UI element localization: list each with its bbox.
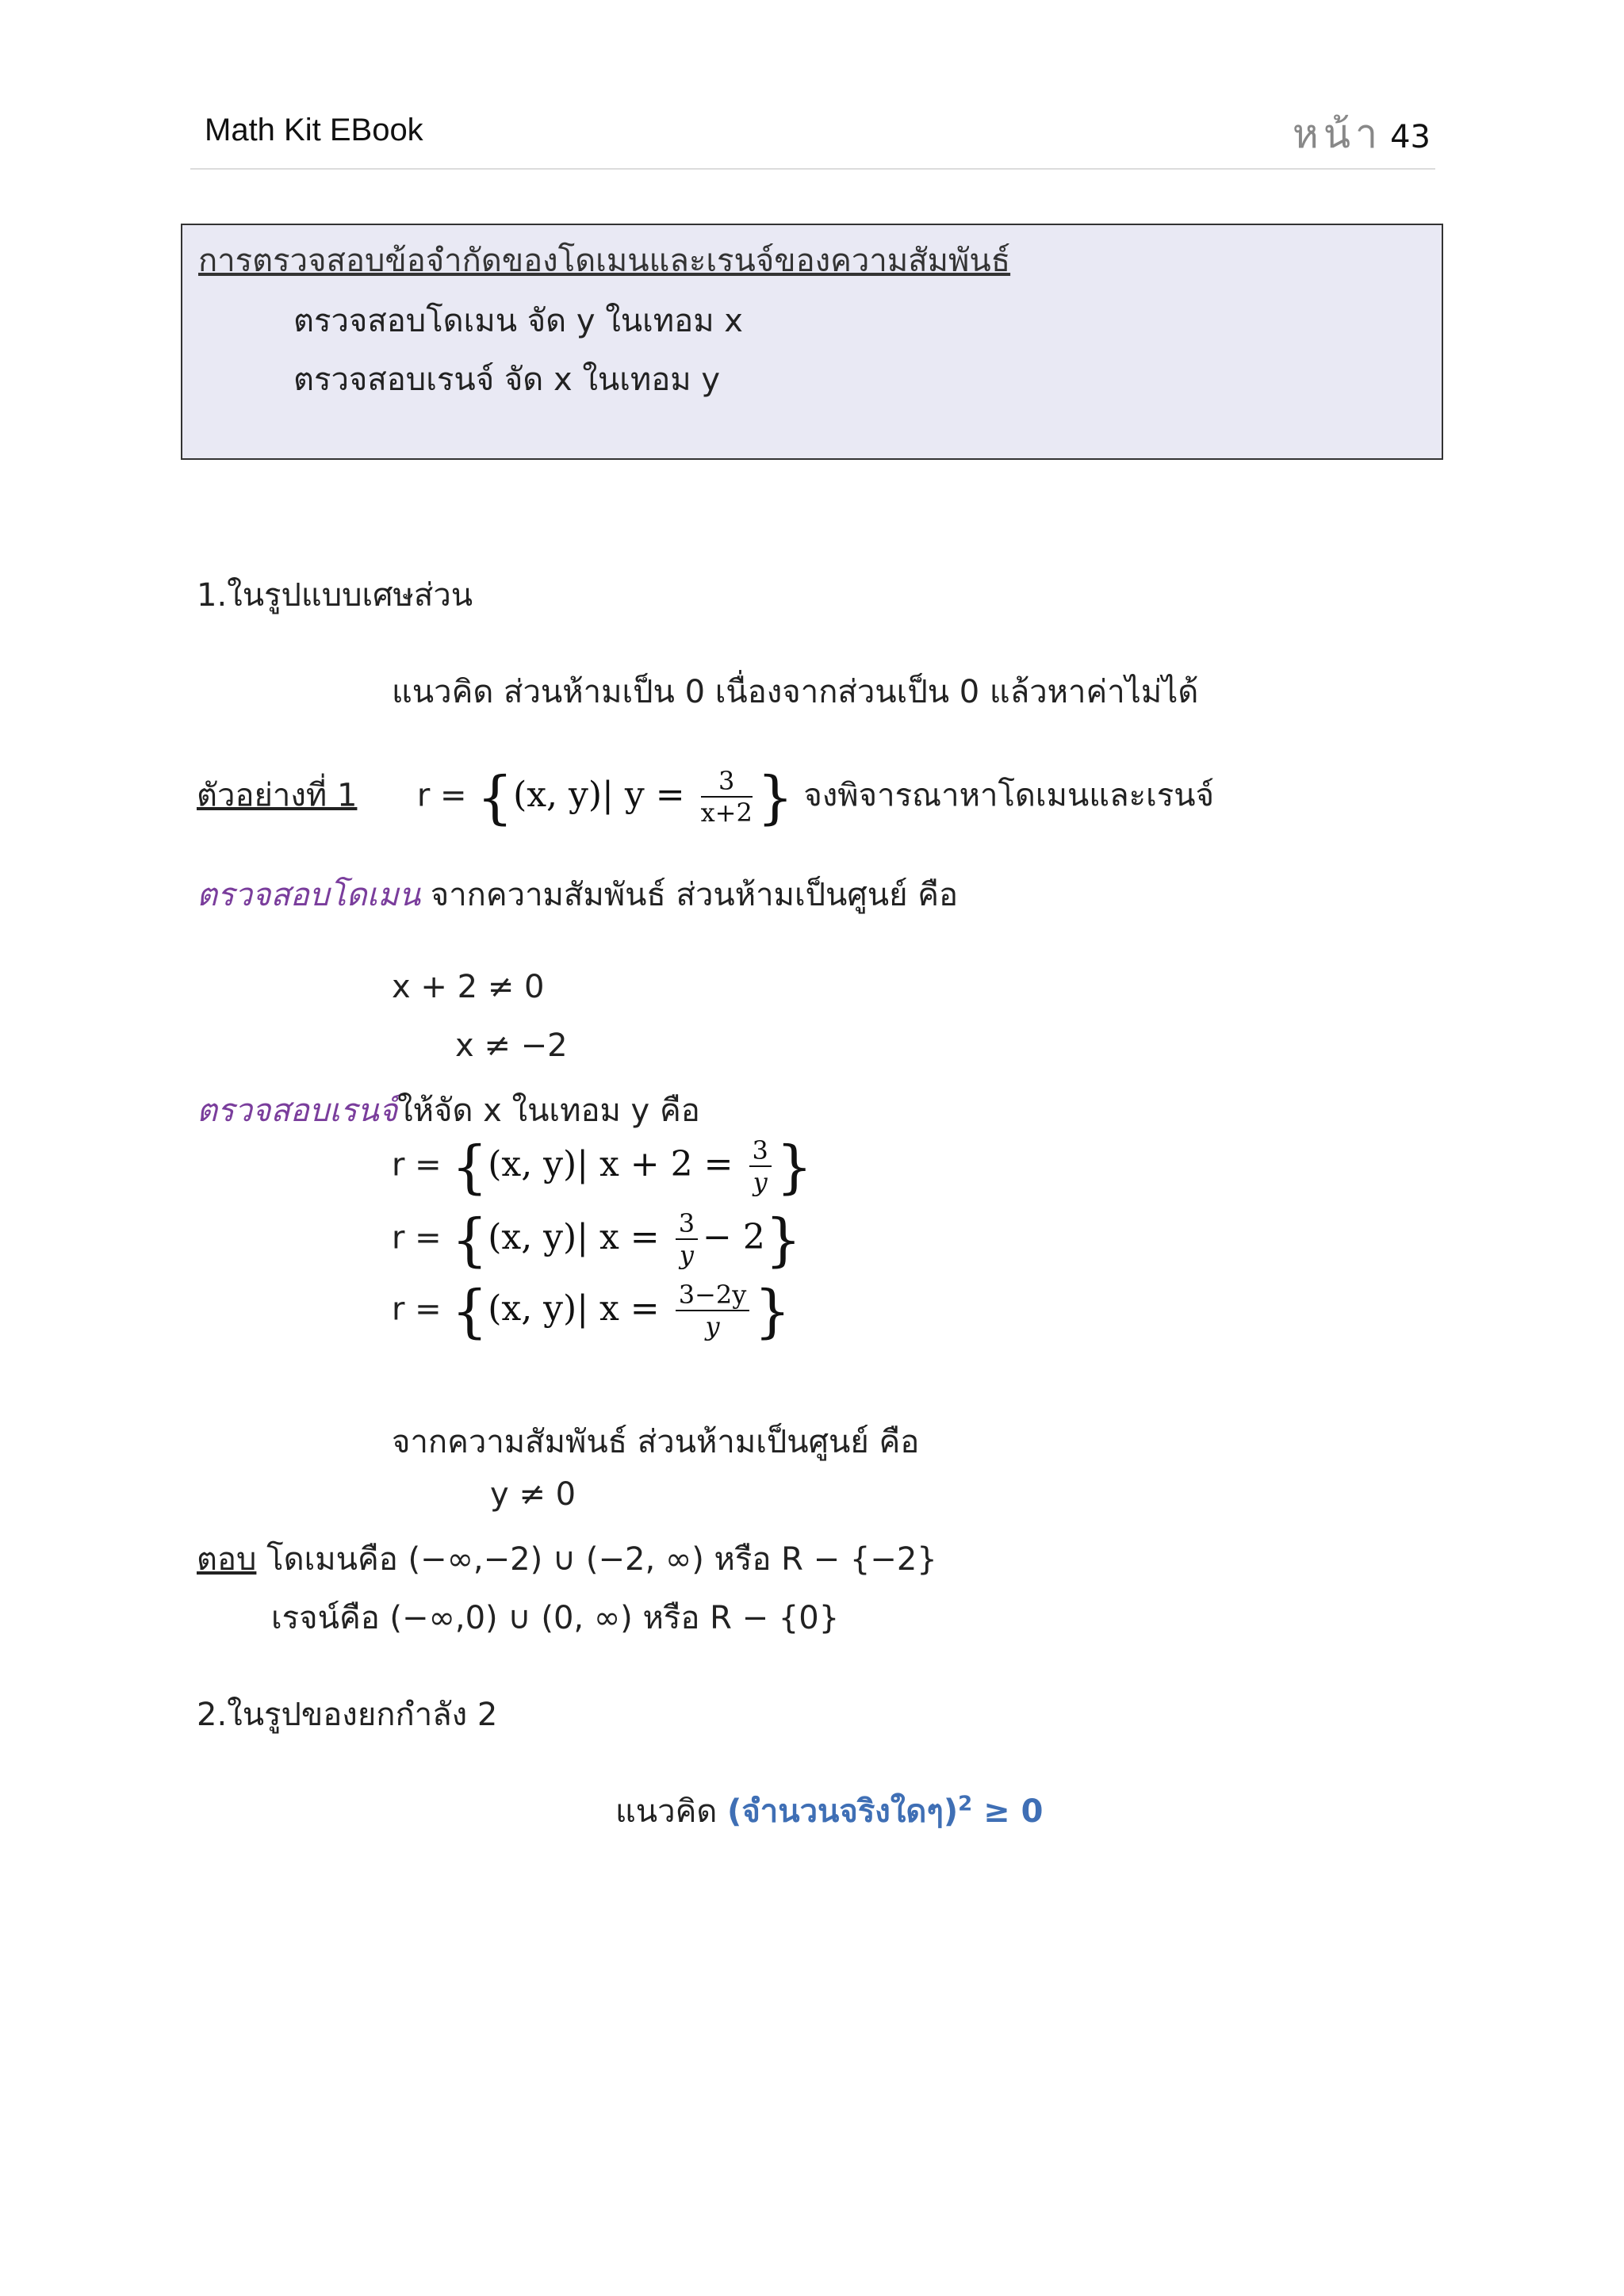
set-head: (x, y)| y = <box>513 774 685 815</box>
info-box-title: การตรวจสอบข้อจำกัดของโดเมนและเรนจ์ของความสัมพันธ์ <box>198 243 1011 279</box>
domain-check-row <box>197 869 958 920</box>
example-row <box>197 763 1215 831</box>
page-number-label <box>1293 103 1431 166</box>
section2-idea <box>615 1785 1043 1836</box>
range-eq: y ≠ 0 <box>490 1476 576 1513</box>
answer-row <box>197 1533 937 1584</box>
r-prefix: r = <box>392 1219 442 1257</box>
numerator: 3 <box>676 1208 698 1240</box>
section2-heading: 2.ในรูปของยกกำลัง 2 <box>197 1697 498 1733</box>
section1-idea: แนวคิด ส่วนห้ามเป็น 0 เนื่องจากส่วนเป็น 0 แล้วหาค่าไม่ได้ <box>392 674 1199 710</box>
step2-head: (x, y)| x = <box>488 1216 660 1257</box>
denominator: x+2 <box>700 798 753 828</box>
r-prefix: r = <box>416 777 467 814</box>
numerator: 3 <box>749 1135 772 1167</box>
answer-label: ตอบ <box>197 1541 257 1578</box>
numerator: 3 <box>701 766 753 798</box>
example-set: {(x, y)| y = $\frac{3}{x+2}$ } <box>477 763 794 831</box>
answer-range: เรจน์คือ (−∞,0) ∪ (0, ∞) หรือ R − {0} <box>271 1600 840 1636</box>
example-task: จงพิจารณาหาโดเมนและเรนจ์ <box>803 777 1215 814</box>
header-divider <box>190 168 1435 170</box>
idea-sup: 2 <box>958 1792 973 1816</box>
denominator: y <box>705 1311 720 1342</box>
domain-eq2: x ≠ −2 <box>455 1027 568 1064</box>
answer-domain: โดเมนคือ (−∞,−2) ∪ (−2, ∞) หรือ R − {−2} <box>266 1541 937 1578</box>
r-prefix: r = <box>392 1146 442 1184</box>
range-step2: r = {(x, y)| x = $\frac{3}{y}$ − 2} <box>392 1206 802 1273</box>
range-check-label: ตรวจสอบเรนจ์ <box>197 1093 398 1129</box>
denominator: y <box>679 1240 694 1271</box>
range-text2: จากความสัมพันธ์ ส่วนห้ามเป็นศูนย์ คือ <box>392 1424 920 1460</box>
numerator: 3−2y <box>676 1280 750 1311</box>
range-check-text: ให้จัด x ในเทอม y คือ <box>397 1093 700 1129</box>
example-label: ตัวอย่างที่ 1 <box>197 777 358 814</box>
domain-check-text: จากความสัมพันธ์ ส่วนห้ามเป็นศูนย์ คือ <box>430 877 959 913</box>
info-box-line-range: ตรวจสอบเรนจ์ จัด x ในเทอม y <box>293 362 721 398</box>
info-box <box>181 224 1443 460</box>
header-title: Math Kit EBook <box>205 113 423 147</box>
section2-idea-expression <box>727 1793 1043 1830</box>
range-step3: r = {(x, y)| x = $\frac{3-2y}{y}$ } <box>392 1277 791 1345</box>
step2-tail: − 2 <box>703 1216 765 1257</box>
fraction <box>701 766 753 828</box>
page-number: 43 <box>1390 119 1431 155</box>
denominator: y <box>753 1167 768 1198</box>
idea-main: (จำนวนจริงใดๆ) <box>727 1793 959 1830</box>
r-prefix: r = <box>392 1291 442 1328</box>
domain-check-label: ตรวจสอบโดเมน <box>197 877 421 913</box>
page-word: หน้า <box>1292 111 1383 157</box>
section2-idea-label: แนวคิด <box>615 1793 718 1830</box>
step1-head: (x, y)| x + 2 = <box>488 1143 733 1184</box>
info-box-line-domain: ตรวจสอบโดเมน จัด y ในเทอม x <box>293 303 743 339</box>
range-check-row <box>197 1085 700 1135</box>
range-step1: r = {(x, y)| x + 2 = $\frac{3}{y}$ } <box>392 1133 813 1200</box>
step3-head: (x, y)| x = <box>488 1288 660 1329</box>
idea-tail: ≥ 0 <box>983 1793 1044 1830</box>
domain-eq1: x + 2 ≠ 0 <box>392 969 545 1005</box>
section1-heading: 1.ในรูปแบบเศษส่วน <box>197 577 473 614</box>
